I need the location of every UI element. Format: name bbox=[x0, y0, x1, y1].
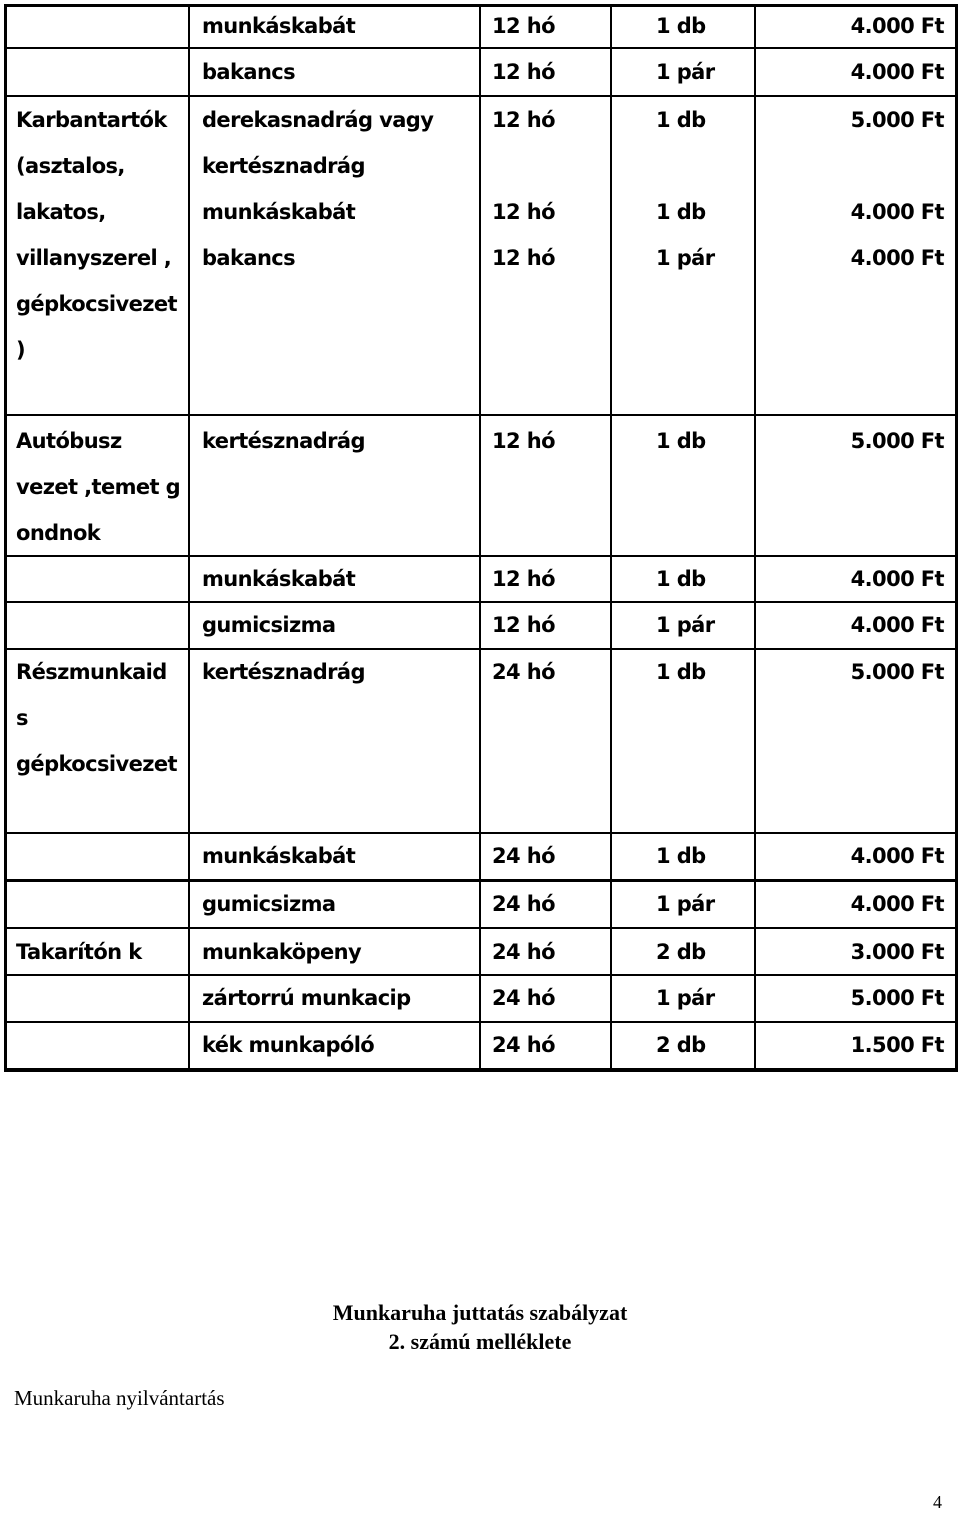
cell-price: 1.500 Ft bbox=[850, 1033, 944, 1057]
period-line: 12 hó bbox=[492, 246, 555, 270]
cell-quantity: 1 db bbox=[656, 567, 706, 591]
column-divider-3 bbox=[610, 4, 612, 1072]
cell-price: 4.000 Ft bbox=[850, 844, 944, 868]
cell-period: 24 hó bbox=[492, 940, 555, 964]
item-line: bakancs bbox=[202, 246, 296, 270]
cell-price: 5.000 Ft bbox=[850, 429, 944, 453]
cell-price: 4.000 Ft bbox=[850, 567, 944, 591]
row-divider bbox=[4, 1021, 958, 1023]
cell-item bbox=[202, 97, 433, 281]
group-line: Részmunkaid bbox=[16, 660, 167, 684]
price-line: 4.000 Ft bbox=[850, 246, 944, 270]
item-line: munkáskabát bbox=[202, 200, 356, 224]
row-divider bbox=[4, 601, 958, 603]
table-border-right bbox=[955, 4, 958, 1072]
quantity-line: 1 pár bbox=[656, 246, 715, 270]
row-divider bbox=[4, 974, 958, 976]
group-line: s bbox=[16, 706, 28, 730]
cell-quantity: 1 pár bbox=[656, 613, 715, 637]
cell-price: 4.000 Ft bbox=[850, 14, 944, 38]
table-border-bottom bbox=[4, 1068, 958, 1072]
cell-period: 24 hó bbox=[492, 986, 555, 1010]
column-divider-2 bbox=[479, 4, 481, 1072]
group-line: gépkocsivezet bbox=[16, 752, 177, 776]
group-line: lakatos, bbox=[16, 200, 106, 224]
group-line: Karbantartók bbox=[16, 108, 167, 132]
cell-price: 3.000 Ft bbox=[850, 940, 944, 964]
cell-period: 24 hó bbox=[492, 660, 555, 684]
cell-item: kertésznadrág bbox=[202, 429, 365, 453]
cell-period: 12 hó bbox=[492, 60, 555, 84]
cell-price bbox=[851, 97, 944, 281]
table-border-top bbox=[4, 4, 958, 7]
quantity-line bbox=[656, 143, 714, 189]
cell-quantity: 2 db bbox=[656, 1033, 706, 1057]
row-divider bbox=[4, 414, 958, 416]
cell-price: 5.000 Ft bbox=[850, 660, 944, 684]
footer-title-line-2: 2. számú melléklete bbox=[388, 1329, 572, 1354]
cell-period: 12 hó bbox=[492, 613, 555, 637]
row-divider bbox=[4, 927, 958, 929]
price-line: 4.000 Ft bbox=[850, 200, 944, 224]
cell-period: 12 hó bbox=[492, 567, 555, 591]
cell-item: munkaköpeny bbox=[202, 940, 362, 964]
group-line: gépkocsivezet bbox=[16, 292, 177, 316]
cell-price: 5.000 Ft bbox=[850, 986, 944, 1010]
cell-price: 4.000 Ft bbox=[850, 892, 944, 916]
period-line bbox=[492, 143, 555, 189]
cell-quantity: 1 db bbox=[656, 14, 706, 38]
row-divider bbox=[4, 879, 958, 882]
group-line: (asztalos, bbox=[16, 154, 125, 178]
row-divider bbox=[4, 832, 958, 834]
cell-item: kék munkapóló bbox=[202, 1033, 375, 1057]
cell-quantity: 1 db bbox=[656, 660, 706, 684]
cell-item: gumicsizma bbox=[202, 613, 336, 637]
cell-quantity: 1 pár bbox=[656, 60, 715, 84]
footer-left-text: Munkaruha nyilvántartás bbox=[14, 1386, 225, 1410]
cell-price: 4.000 Ft bbox=[850, 60, 944, 84]
column-divider-1 bbox=[188, 4, 190, 1072]
quantity-line: 1 db bbox=[656, 108, 706, 132]
group-line: villanyszerel , bbox=[16, 246, 172, 270]
item-line: kertésznadrág bbox=[202, 154, 365, 178]
column-divider-4 bbox=[754, 4, 756, 1072]
cell-item: munkáskabát bbox=[202, 14, 356, 38]
period-line: 12 hó bbox=[492, 200, 555, 224]
cell-item: bakancs bbox=[202, 60, 296, 84]
group-line: ondnok bbox=[16, 521, 101, 545]
cell-item: kertésznadrág bbox=[202, 660, 365, 684]
cell-item: gumicsizma bbox=[202, 892, 336, 916]
cell-price: 4.000 Ft bbox=[850, 613, 944, 637]
cell-group: Takarítón k bbox=[16, 940, 142, 964]
cell-period: 12 hó bbox=[492, 14, 555, 38]
cell-quantity: 2 db bbox=[656, 940, 706, 964]
period-line: 12 hó bbox=[492, 108, 555, 132]
item-line: derekasnadrág vagy bbox=[202, 108, 434, 132]
cell-period bbox=[492, 97, 555, 281]
group-line: ) bbox=[16, 338, 25, 362]
cell-quantity: 1 pár bbox=[656, 986, 715, 1010]
cell-quantity bbox=[656, 97, 714, 281]
cell-group bbox=[16, 418, 180, 556]
cell-item: munkáskabát bbox=[202, 567, 356, 591]
price-line: 5.000 Ft bbox=[850, 108, 944, 132]
cell-period: 12 hó bbox=[492, 429, 555, 453]
cell-quantity: 1 pár bbox=[656, 892, 715, 916]
cell-item: zártorrú munkacip bbox=[202, 986, 411, 1010]
cell-item: munkáskabát bbox=[202, 844, 356, 868]
footer-title-line-1: Munkaruha juttatás szabályzat bbox=[332, 1300, 628, 1325]
page-number: 4 bbox=[933, 1492, 942, 1512]
cell-quantity: 1 db bbox=[656, 429, 706, 453]
cell-group bbox=[16, 97, 177, 373]
cell-period: 24 hó bbox=[492, 892, 555, 916]
price-line bbox=[851, 143, 944, 189]
table-border-left bbox=[4, 4, 7, 1072]
quantity-line: 1 db bbox=[656, 200, 706, 224]
group-line: Autóbusz bbox=[16, 429, 122, 453]
row-divider bbox=[4, 47, 958, 49]
footer-title bbox=[260, 1298, 700, 1356]
cell-quantity: 1 db bbox=[656, 844, 706, 868]
cell-period: 24 hó bbox=[492, 844, 555, 868]
group-line: vezet ,temet g bbox=[16, 475, 181, 499]
cell-group bbox=[16, 649, 177, 787]
cell-period: 24 hó bbox=[492, 1033, 555, 1057]
